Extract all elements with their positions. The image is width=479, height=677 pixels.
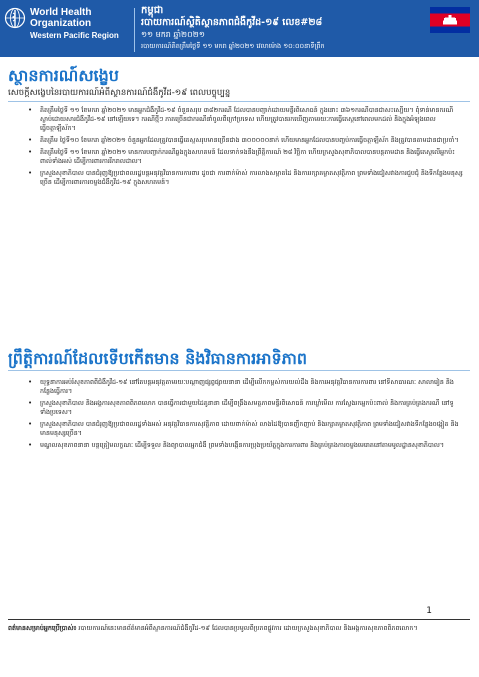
bullet-icon: •: [28, 106, 33, 114]
cambodia-flag-icon: [430, 7, 470, 33]
bullet-text: គិតត្រឹមថ្ងៃទី ១១ ខែមករា ឆ្នាំ២០២១ មានអ្នកជំងឺកូវីដ-១៩ ចំនួនសរុប ៣៨២ករណី ដែលបានបញ្ជាក់ដោយមន្ទីរពិសោធន៍ ក្នុងនោះ ៣៦១ករណីបានជាសះស្បើយ។ ពុំទាន់មានករណីស្លាប់ដោយសារជំងឺកូវីដ-១៩ នៅឡើយទេ។ ករណីថ្មីៗ ភាគច្រើនជាករណីនាំចូលពីក្រៅប្រទេស ហើយត្រូវបានរកឃើញតាមរយៈការធ្វើតេស្តនៅពេលមកដល់ និងក្នុងអំឡុងពេលធ្វើចត្តាឡីស័ក។: [40, 107, 454, 132]
list-item: [8, 169, 463, 187]
situation-bullet-list: [8, 106, 463, 190]
bullet-text: ក្រសួងសុខាភិបាល និងអង្គការសុខភាពពិភពលោក បានធ្វើការជាមួយដៃគូនានា ដើម្បីពង្រឹងសមត្ថភាពមន្ទីរពិសោធន៍ ការឃ្លាំមើល ការស្វែងរកអ្នកប៉ះពាល់ និងការគ្រប់គ្រងករណី នៅទូទាំងប្រទេស។: [40, 400, 454, 416]
list-item: [8, 136, 463, 145]
footer-note: [8, 624, 470, 633]
org-region: Western Pacific Region: [30, 31, 119, 40]
bullet-text: ក្រសួងសុខាភិបាល បានជំរុញឱ្យប្រជាពលរដ្ឋបន្តអនុវត្តវិធានការការពារ ដូចជា ការពាក់ម៉ាស់ ការលាងសម្អាតដៃ និងការរក្សាគម្លាតសុវត្ថិភាព ព្រមទាំងជៀសវាងការជួបជុំ និងទីកន្លែងមនុស្សច្រើន ដើម្បីការពារការចម្លងជំងឺកូវីដ-១៩ ក្នុងសហគមន៍។: [40, 170, 463, 186]
bullet-icon: •: [28, 399, 33, 407]
report-date: ១១ មករា ឆ្នាំ២០២១: [141, 30, 205, 39]
report-period: របាយការណ៍គិតត្រឹមថ្ងៃទី ១១ មករា ឆ្នាំ២០២១ វេលាម៉ោង ១០:០០នាទីព្រឹក: [141, 42, 325, 50]
events-bullet-list: [8, 378, 463, 453]
list-item: [8, 148, 463, 166]
bullet-text: ក្រសួងសុខាភិបាល បានជំរុញឱ្យប្រជាពលរដ្ឋទាំងអស់ អនុវត្តវិធានការសុវត្ថិភាព ដោយពាក់ម៉ាស់ លាងដៃឱ្យបានញឹកញាប់ និងរក្សាគម្លាតសុវត្ថិភាព ព្រមទាំងជៀសវាងទីកន្លែងចង្អៀត និងមានមនុស្សច្រើន។: [40, 421, 459, 437]
bullet-icon: •: [28, 420, 33, 428]
footer-divider: [8, 619, 470, 620]
bullet-text: មណ្ឌលសុខភាពនានា បន្តត្រៀមលក្ខណៈ ដើម្បីទទួល និងព្យាបាលអ្នកជំងឺ ព្រមទាំងបង្កើនការប្រុងប្រយ័ត្នក្នុងការការពារ និងគ្រប់គ្រងការចម្លងមេរោគនៅតាមមូលដ្ឋានសុខាភិបាល។: [40, 442, 444, 449]
bullet-icon: •: [28, 136, 33, 144]
bullet-text: គិតត្រឹមថ្ងៃទី ១១ ខែមករា ឆ្នាំ២០២១ មានការបញ្ជាក់ករណីឆ្លងក្នុងសហគមន៍ ដែលទាក់ទងនឹងព្រឹត្តិការណ៍ ២៨ វិច្ឆិកា ហើយក្រសួងសុខាភិបាលបានបន្តតាមដាន និងធ្វើតេស្តលើអ្នកប៉ះពាល់ទាំងអស់ ដើម្បីការពារការរីករាលដាល។: [40, 149, 455, 165]
bullet-text: យុទ្ធនាការអប់រំសុខភាពពីជំងឺកូវីដ-១៩ នៅតែបន្តអនុវត្តតាមរយៈបណ្ដាញផ្សព្វផ្សាយនានា ដើម្បីលើកកម្ពស់ការយល់ដឹង និងការអនុវត្តវិធានការការពារ នៅទីសាធារណៈ សាលារៀន និងកន្លែងធ្វើការ។: [40, 379, 454, 395]
list-item: [8, 399, 463, 417]
footer-note-text: របាយការណ៍នេះមានព័ត៌មានអំពីស្ថានការណ៍ជំងឺកូវីដ-១៩ ដែលបានប្រមូលពីប្រភពផ្លូវការ ដោយក្រសួងសុខាភិបាល និងអង្គការសុខភាពពិភពលោក។: [78, 625, 418, 632]
report-title: របាយការណ៍ស្ថិតិស្ថានភាពជំងឺកូវីដ-១៩ លេខ#២៨: [141, 17, 323, 28]
org-name-line2: Organization: [30, 18, 92, 29]
page-number: 1: [426, 606, 432, 616]
header-divider: [134, 8, 135, 52]
country-name: កម្ពុជា: [141, 5, 164, 16]
list-item: [8, 378, 463, 396]
section-divider: [8, 370, 470, 371]
section-divider: [8, 101, 470, 102]
bullet-icon: •: [28, 169, 33, 177]
section-title-events: ព្រឹត្តិការណ៍ដែលទើបកើតមាន និងវិធានការអាទិភាព: [8, 349, 308, 368]
who-emblem-icon: [4, 7, 26, 29]
bullet-text: គិតត្រឹម ថ្ងៃទី១០ ខែមករា ឆ្នាំ២០២១ ចំនួនអ្នកដែលត្រូវបានធ្វើតេស្តសរុបមានច្រើនជាង ៣០០០០០នាក់ ហើយមានអ្នកដែលបានបញ្ចប់ការធ្វើចត្តាឡីស័ក និងត្រូវបានតាមដានជាប្រចាំ។: [40, 137, 459, 144]
bullet-icon: •: [28, 148, 33, 156]
who-wordmark: [30, 7, 119, 41]
section-subtitle: សេចក្ដីសង្ខេបនៃរបាយការណ៍អំពីស្ថានការណ៍ជំងឺកូវីដ-១៩ ពេលបច្ចុប្បន្ន: [8, 88, 231, 98]
list-item: [8, 441, 463, 450]
footer-note-label: ពត៌មានសម្រាប់អ្នកប្រើប្រាស់៖: [8, 625, 77, 632]
org-name-line1: World Health: [30, 7, 92, 18]
list-item: [8, 106, 463, 133]
bullet-icon: •: [28, 441, 33, 449]
section-title-situation: ស្ថានការណ៍សង្ខេប: [8, 66, 119, 85]
list-item: [8, 420, 463, 438]
bullet-icon: •: [28, 378, 33, 386]
report-header: [0, 0, 479, 57]
